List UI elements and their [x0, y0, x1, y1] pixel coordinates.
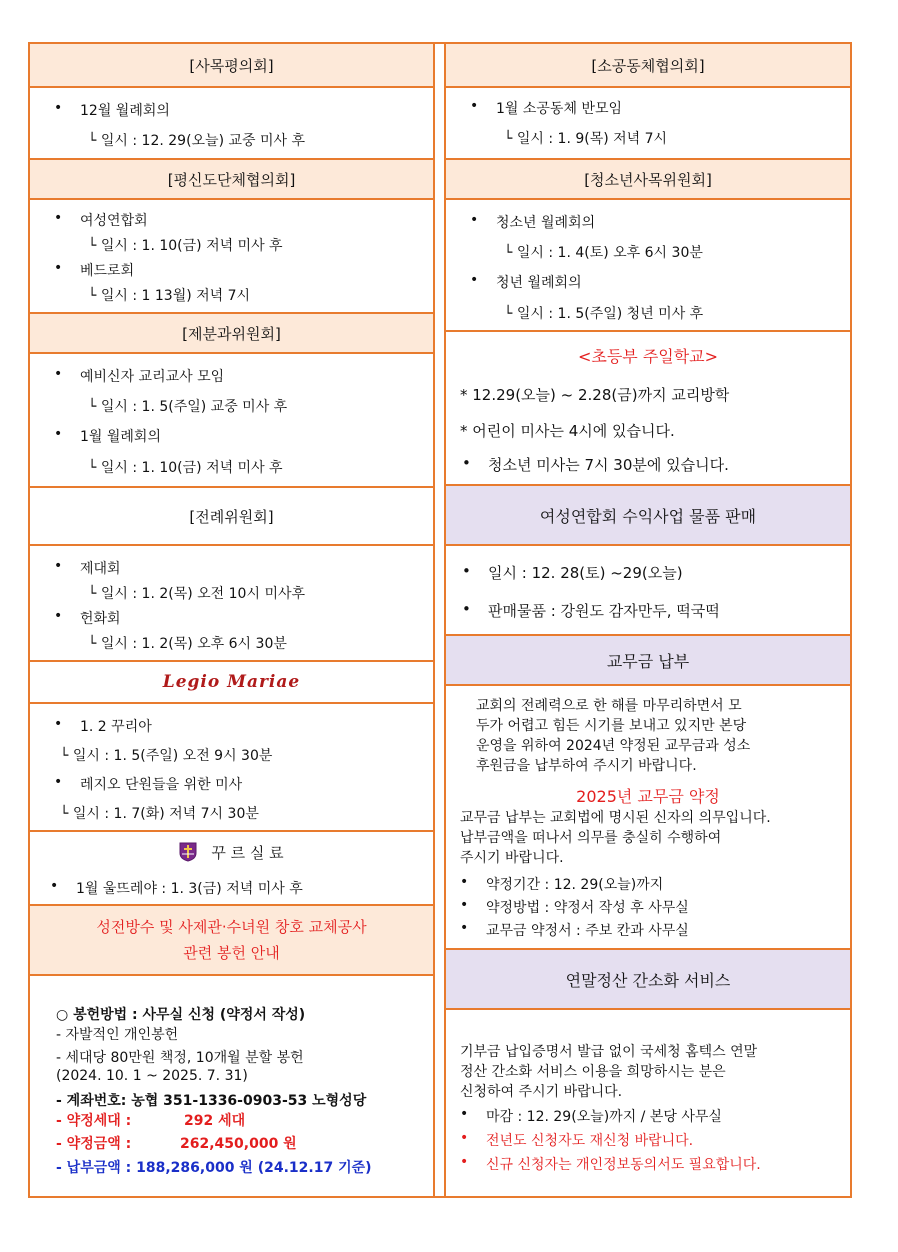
list-item-detail: └ 일시 : 1. 2(목) 오후 6시 30분 [88, 636, 287, 652]
liturgy-committee-section [30, 486, 433, 660]
section-title: [평신도단체협의회] [30, 158, 433, 200]
school-line: * 12.29(오늘) ~ 2.28(금)까지 교리방학 [460, 386, 730, 404]
list-item: • 레지오 단원들을 위한 미사 [80, 774, 242, 794]
donation-line: (2024. 10. 1 ~ 2025. 7. 31) [56, 1068, 248, 1084]
small-community-section [446, 44, 850, 158]
list-item: • 1월 월례회의 [80, 426, 161, 446]
pledge-amount-label: - 약정금액 : [56, 1136, 132, 1152]
section-title: 연말정산 간소화 서비스 [446, 948, 850, 1010]
list-item: • 1. 2 꾸리아 [80, 716, 152, 736]
committee-section [30, 312, 433, 486]
section-title: [전례위원회] [30, 486, 433, 546]
paragraph-line: 납부금액을 떠나서 의무를 충실히 수행하여 [460, 830, 722, 846]
donation-line: - 세대당 80만원 책정, 10개월 분할 봉헌 [56, 1050, 304, 1066]
list-item: • 12월 월례회의 [80, 100, 170, 120]
list-item: • 약정기간 : 12. 29(오늘)까지 [486, 874, 663, 894]
dues-paragraph [476, 696, 750, 776]
list-item-detail: └ 일시 : 1. 5(주일) 교중 미사 후 [88, 399, 288, 415]
list-item: • 청소년 월례회의 [496, 212, 595, 232]
section-title: 여성연합회 수익사업 물품 판매 [446, 484, 850, 546]
list-item: • 판매물품 : 강원도 감자만두, 떡국떡 [488, 600, 720, 621]
paragraph-line: 신청하여 주시기 바랍니다. [460, 1084, 623, 1100]
section-title: [제분과위원회] [30, 312, 433, 354]
list-item: • 일시 : 12. 28(토) ~29(오늘) [488, 562, 683, 583]
sunday-school-section [446, 330, 850, 484]
right-column [444, 44, 850, 1196]
section-title: <초등부 주일학교> [577, 347, 719, 366]
laity-council-section [30, 158, 433, 312]
legio-mariae-section [30, 660, 433, 830]
pastoral-council-section [30, 44, 433, 158]
list-item-red: • 전년도 신청자도 재신청 바랍니다. [486, 1130, 693, 1150]
list-item: • 예비신자 교리교사 모임 [80, 366, 224, 386]
donation-section [30, 904, 433, 1200]
paid-amount: - 납부금액 : 188,286,000 원 (24.12.17 기준) [56, 1160, 372, 1176]
list-item-detail: └ 일시 : 1. 5(주일) 청년 미사 후 [504, 306, 704, 322]
section-title: 교무금 납부 [446, 634, 850, 686]
list-item-red: • 신규 신청자는 개인정보동의서도 필요합니다. [486, 1154, 761, 1174]
school-line: * 어린이 미사는 4시에 있습니다. [460, 422, 675, 440]
list-item-detail: └ 일시 : 1. 10(금) 저녁 미사 후 [88, 460, 283, 476]
list-item: • 베드로회 [80, 260, 134, 280]
section-title: [청소년사목위원회] [446, 158, 850, 200]
cursillo-section [30, 830, 433, 904]
list-item-detail: └ 일시 : 1. 2(목) 오전 10시 미사후 [88, 586, 306, 602]
list-item: • 여성연합회 [80, 210, 148, 230]
legio-mariae-logo: Legio Mariae [162, 672, 301, 692]
list-item-detail: └ 일시 : 1. 10(금) 저녁 미사 후 [88, 238, 283, 254]
list-item-detail: └ 일시 : 1. 7(화) 저녁 7시 30분 [60, 806, 259, 822]
cursillo-title: 꾸 르 실 료 [211, 843, 284, 862]
list-item: • 1월 울뜨레야 : 1. 3(금) 저녁 미사 후 [76, 878, 303, 898]
list-item: • 청년 월례회의 [496, 272, 582, 292]
paragraph-line: 두가 어렵고 힘든 시기를 보내고 있지만 본당 [476, 718, 747, 734]
pledge-amount-value: 262,450,000 원 [180, 1136, 297, 1152]
list-item: • 약정방법 : 약정서 작성 후 사무실 [486, 897, 689, 917]
list-item-detail: └ 일시 : 1. 4(토) 오후 6시 30분 [504, 245, 703, 261]
paragraph-line: 정산 간소화 서비스 이용을 희망하시는 분은 [460, 1064, 726, 1080]
paragraph-line: 교회의 전례력으로 한 해를 마무리하면서 모 [476, 698, 742, 714]
section-title [30, 660, 433, 704]
list-item: • 교무금 약정서 : 주보 칸과 사무실 [486, 920, 689, 940]
tax-service-section [446, 948, 850, 1200]
paragraph-line: 주시기 바랍니다. [460, 850, 564, 866]
donation-line: - 자발적인 개인봉헌 [56, 1027, 179, 1043]
section-title [30, 904, 433, 976]
pledge-households-value: 292 세대 [184, 1113, 246, 1129]
women-sale-section [446, 484, 850, 634]
dues-paragraph-2 [460, 808, 771, 868]
list-item: • 1월 소공동체 반모임 [496, 98, 622, 118]
pledge-households-label: - 약정세대 : [56, 1113, 132, 1129]
donation-account: - 계좌번호: 농협 351-1336-0903-53 노형성당 [56, 1093, 367, 1109]
paragraph-line: 후원금을 납부하여 주시기 바랍니다. [476, 758, 697, 774]
donation-title-line2: 관련 봉헌 안내 [183, 944, 280, 962]
dues-section [446, 634, 850, 948]
list-item-detail: └ 일시 : 12. 29(오늘) 교중 미사 후 [88, 133, 306, 149]
list-item-detail: └ 일시 : 1. 5(주일) 오전 9시 30분 [60, 748, 273, 764]
cursillo-crest-icon [179, 842, 197, 862]
list-item: • 마감 : 12. 29(오늘)까지 / 본당 사무실 [486, 1106, 722, 1126]
list-item: • 헌화회 [80, 608, 121, 628]
paragraph-line: 운영을 위하여 2024년 약정된 교무금과 성소 [476, 738, 751, 754]
section-title: [사목평의회] [30, 44, 433, 88]
youth-committee-section [446, 158, 850, 330]
list-item-detail: └ 일시 : 1. 9(목) 저녁 7시 [504, 131, 668, 147]
donation-title-line1: 성전방수 및 사제관·수녀원 창호 교체공사 [96, 918, 367, 936]
section-title: [소공동체협의회] [446, 44, 850, 88]
bulletin-frame [28, 42, 852, 1198]
left-column [30, 44, 435, 1196]
paragraph-line: 교무금 납부는 교회법에 명시된 신자의 의무입니다. [460, 810, 771, 826]
donation-method: ○ 봉헌방법 : 사무실 신청 (약정서 작성) [56, 1007, 306, 1023]
section-title [30, 830, 433, 872]
tax-paragraph [460, 1042, 757, 1102]
school-line: • 청소년 미사는 7시 30분에 있습니다. [488, 454, 729, 475]
list-item-detail: └ 일시 : 1 13월) 저녁 7시 [88, 288, 251, 304]
dues-subtitle: 2025년 교무금 약정 [576, 787, 720, 806]
paragraph-line: 기부금 납입증명서 발급 없이 국세청 홈텍스 연말 [460, 1044, 758, 1060]
list-item: • 제대회 [80, 558, 121, 578]
